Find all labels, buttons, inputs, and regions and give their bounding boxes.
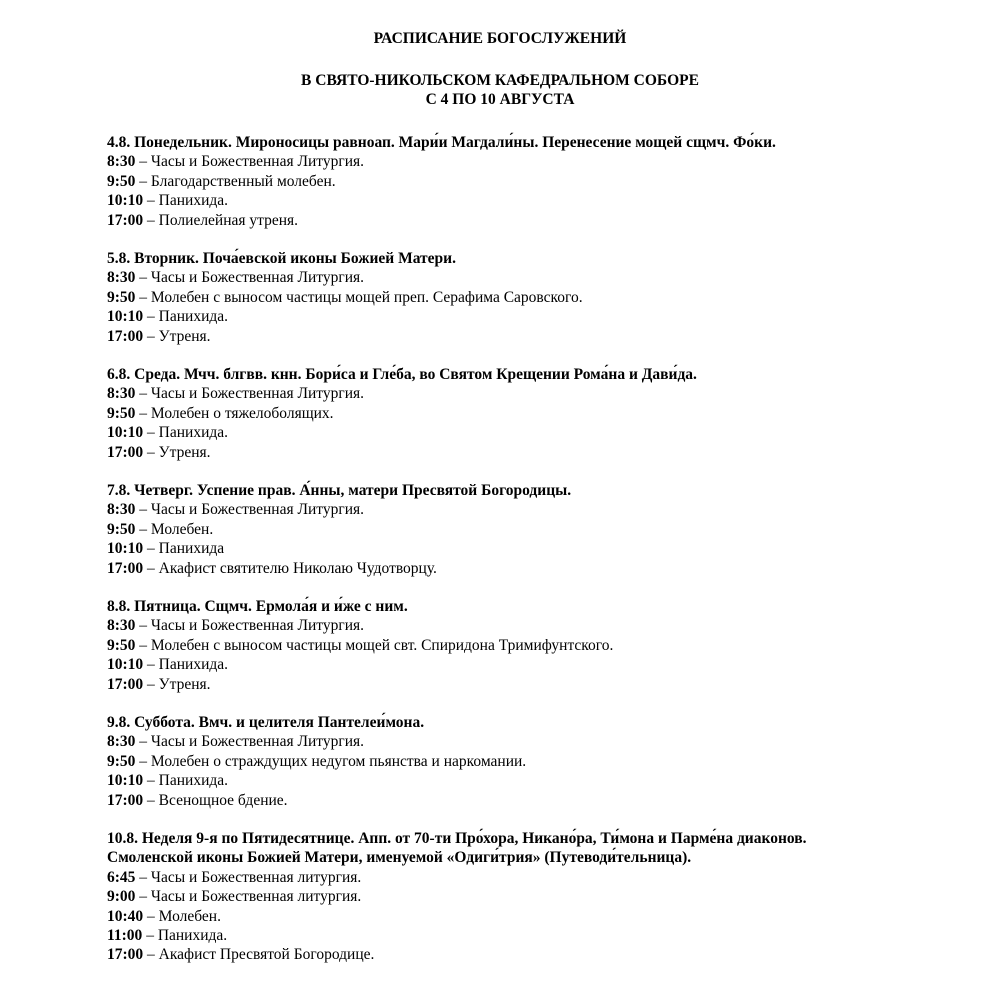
service-description: – Панихида. — [143, 308, 229, 326]
day-block-10-8 — [107, 829, 987, 965]
service-description: – Всенощное бдение. — [143, 791, 288, 809]
service-description: – Молебен о страждущих недугом пьянства и наркомании. — [135, 752, 527, 770]
service-time: 9:50 — [107, 404, 136, 422]
service-time: 8:30 — [107, 733, 136, 751]
service-entry — [107, 945, 987, 964]
service-time: 10:10 — [107, 308, 144, 326]
service-entry — [107, 655, 987, 674]
service-entry — [107, 152, 987, 171]
day-block-4-8 — [107, 133, 987, 230]
service-entry — [107, 732, 987, 751]
service-description: – Полиелейная утреня. — [143, 211, 299, 229]
service-description: – Часы и Божественная Литургия. — [135, 385, 365, 403]
service-description: – Часы и Божественная литургия. — [135, 868, 362, 886]
service-time: 8:30 — [107, 501, 136, 519]
service-entry — [107, 288, 987, 307]
service-entry — [107, 791, 987, 810]
service-time: 6:45 — [107, 868, 136, 886]
service-description: – Акафист Пресвятой Богородице. — [143, 946, 375, 964]
service-entry — [107, 616, 987, 635]
service-time: 8:30 — [107, 385, 136, 403]
service-time: 10:10 — [107, 424, 144, 442]
service-time: 10:10 — [107, 656, 144, 674]
day-block-8-8 — [107, 597, 987, 694]
service-entry — [107, 268, 987, 287]
day-block-7-8 — [107, 481, 987, 578]
page-subtitle-cathedral: В СВЯТО-НИКОЛЬСКОМ КАФЕДРАЛЬНОМ СОБОРЕ — [301, 72, 699, 89]
service-description: – Акафист святителю Николаю Чудотворцу. — [143, 559, 437, 577]
service-entry — [107, 675, 987, 694]
service-description: – Панихида. — [143, 424, 229, 442]
service-entry — [107, 926, 987, 945]
service-description: – Молебен с выносом частицы мощей свт. Спиридона Тримифунтского. — [135, 636, 614, 654]
service-time: 17:00 — [107, 211, 144, 229]
service-entry — [107, 404, 987, 423]
day-heading: 9.8. Суббота. Вмч. и целителя Пантелеи́мона. — [107, 714, 425, 731]
service-time: 17:00 — [107, 443, 144, 461]
service-time: 9:50 — [107, 752, 136, 770]
day-heading: 8.8. Пятница. Сщмч. Ермола́я и и́же с ним. — [107, 598, 408, 615]
day-block-6-8 — [107, 365, 987, 462]
day-block-5-8 — [107, 249, 987, 346]
service-description: – Часы и Божественная Литургия. — [135, 153, 365, 171]
service-description: – Часы и Божественная Литургия. — [135, 269, 365, 287]
service-description: – Молебен о тяжелоболящих. — [135, 404, 334, 422]
service-time: 10:40 — [107, 907, 144, 925]
service-description: – Благодарственный молебен. — [135, 172, 336, 190]
service-description: – Панихида. — [143, 772, 229, 790]
service-entry — [107, 868, 987, 887]
service-description: – Часы и Божественная Литургия. — [135, 733, 365, 751]
service-entry — [107, 559, 987, 578]
service-entry — [107, 907, 987, 926]
service-time: 9:00 — [107, 888, 136, 906]
service-entry — [107, 211, 987, 230]
service-time: 17:00 — [107, 327, 144, 345]
service-time: 11:00 — [107, 927, 143, 945]
service-entry — [107, 423, 987, 442]
service-description: – Утреня. — [143, 443, 211, 461]
service-description: – Часы и Божественная Литургия. — [135, 501, 365, 519]
service-time: 8:30 — [107, 269, 136, 287]
service-description: – Часы и Божественная Литургия. — [135, 617, 365, 635]
service-time: 17:00 — [107, 675, 144, 693]
service-description: – Панихида. — [143, 192, 229, 210]
day-block-9-8 — [107, 713, 987, 810]
service-description: – Утреня. — [143, 327, 211, 345]
service-description: – Молебен с выносом частицы мощей преп. Серафима Саровского. — [135, 288, 583, 306]
service-time: 9:50 — [107, 288, 136, 306]
service-entry — [107, 500, 987, 519]
service-description: – Молебен. — [143, 907, 221, 925]
day-heading: 10.8. Неделя 9-я по Пятидесятнице. Апп. от 70-ти Про́хора, Никано́ра, Ти́мона и Парме́на диаконов. — [107, 830, 807, 847]
day-heading: 6.8. Среда. Мчч. блгвв. кнн. Бори́са и Гле́ба, во Святом Крещении Рома́на и Дави́да. — [107, 366, 697, 383]
service-time: 17:00 — [107, 791, 144, 809]
service-description: – Утреня. — [143, 675, 211, 693]
service-time: 9:50 — [107, 636, 136, 654]
day-heading: 4.8. Понедельник. Мироносицы равноап. Мари́и Магдали́ны. Перенесение мощей сщмч. Фо́ки. — [107, 134, 776, 151]
service-entry — [107, 307, 987, 326]
service-entry — [107, 520, 987, 539]
day-heading: 5.8. Вторник. Поча́евской иконы Божией Матери. — [107, 250, 456, 267]
service-time: 10:10 — [107, 772, 144, 790]
day-heading-feast: Смоленской иконы Божией Матери, именуемой «Одиги́трия» (Путеводи́тельница). — [107, 849, 692, 867]
page-title: РАСПИСАНИЕ БОГОСЛУЖЕНИЙ — [373, 30, 627, 47]
service-description: – Часы и Божественная литургия. — [135, 888, 362, 906]
service-entry — [107, 172, 987, 191]
service-time: 17:00 — [107, 946, 144, 964]
service-entry — [107, 539, 987, 558]
service-description: – Панихида — [143, 540, 225, 558]
service-entry — [107, 384, 987, 403]
day-heading: 7.8. Четверг. Успение прав. А́нны, матери Пресвятой Богородицы. — [107, 482, 572, 499]
service-time: 17:00 — [107, 559, 144, 577]
service-entry — [107, 191, 987, 210]
service-entry — [107, 771, 987, 790]
service-description: – Молебен. — [135, 520, 214, 538]
page-subtitle-dates: С 4 ПО 10 АВГУСТА — [425, 91, 575, 108]
service-entry — [107, 327, 987, 346]
service-time: 10:10 — [107, 192, 144, 210]
service-time: 8:30 — [107, 153, 136, 171]
service-description: – Панихида. — [142, 927, 228, 945]
service-time: 9:50 — [107, 172, 136, 190]
service-entry — [107, 752, 987, 771]
service-entry — [107, 443, 987, 462]
service-time: 8:30 — [107, 617, 136, 635]
service-entry — [107, 636, 987, 655]
service-time: 9:50 — [107, 520, 136, 538]
service-entry — [107, 887, 987, 906]
service-description: – Панихида. — [143, 656, 229, 674]
service-time: 10:10 — [107, 540, 144, 558]
